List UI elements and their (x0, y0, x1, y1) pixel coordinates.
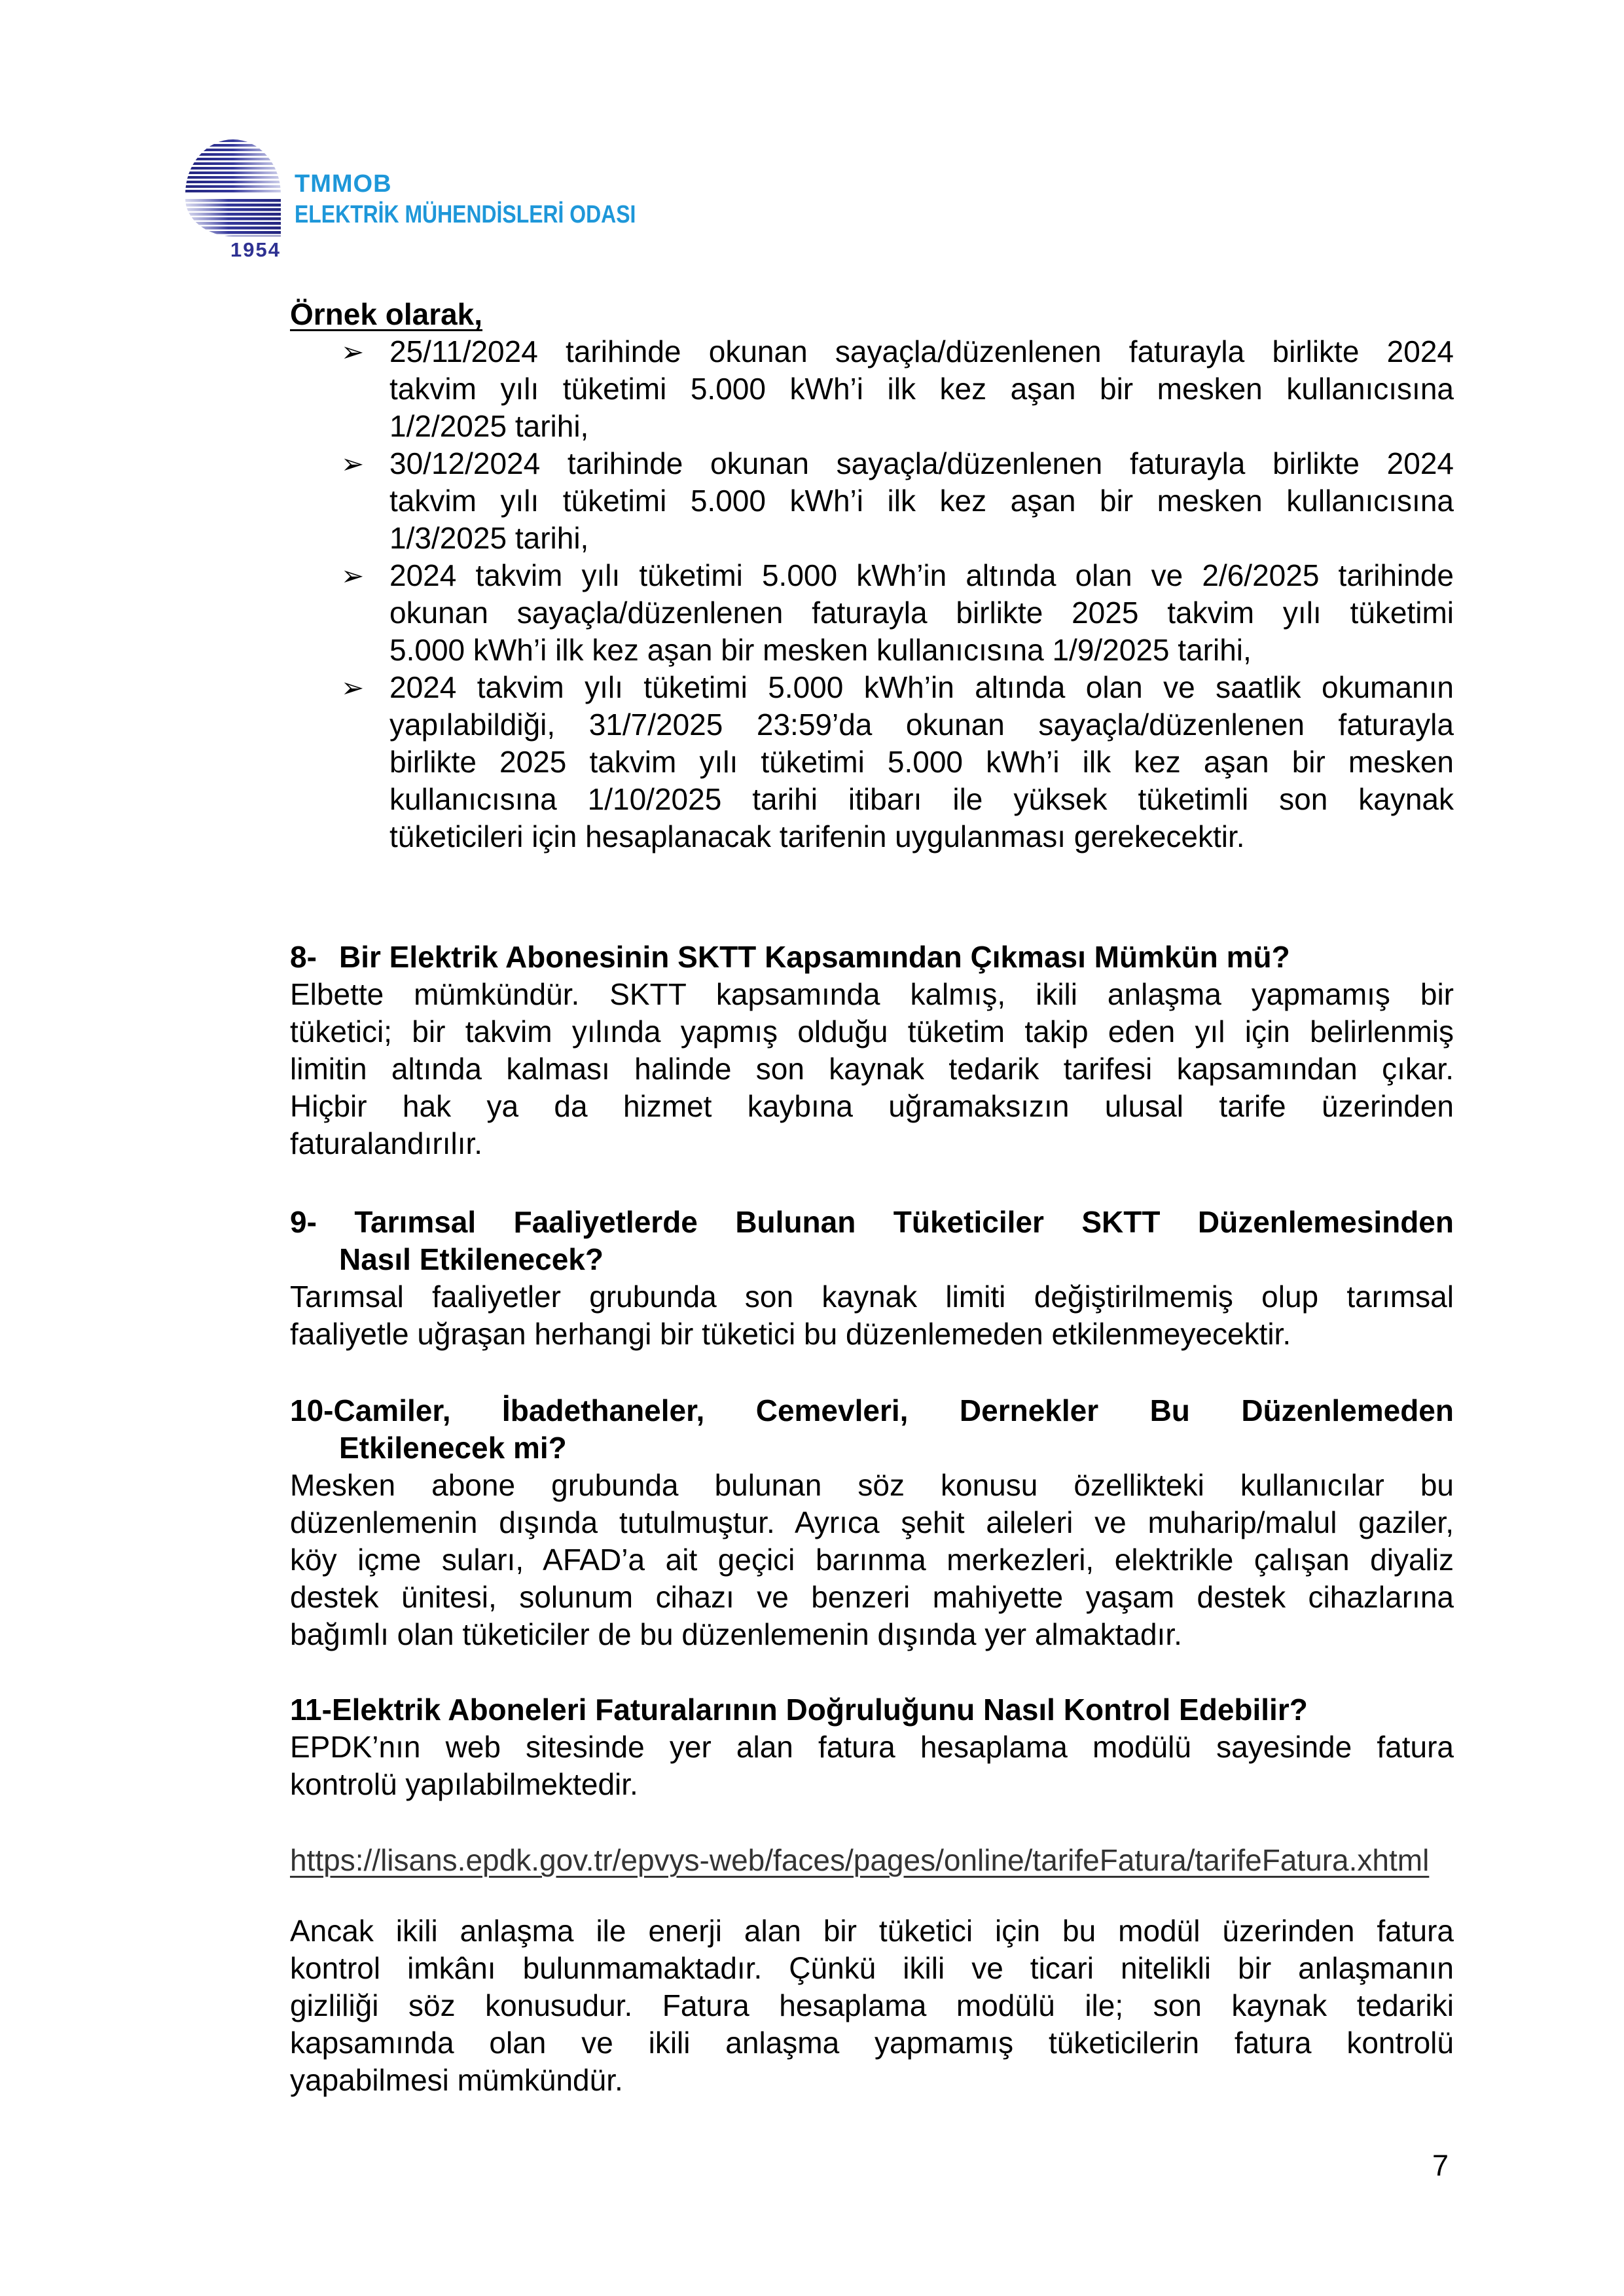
section-11-heading: 11-Elektrik Aboneleri Faturalarının Doğruluğunu Nasıl Kontrol Edebilir? (290, 1693, 1308, 1727)
paragraph-line: okunan sayaçla/düzenlenen faturayla birlikte 2025 takvim yılı tüketimi (389, 596, 1454, 630)
logo-org-subtitle (295, 201, 701, 229)
paragraph-line: faturalandırılır. (290, 1126, 483, 1160)
arrow-bullet-icon: ➢ (341, 336, 365, 367)
paragraph-line: 30/12/2024 tarihinde okunan sayaçla/düzenlenen faturayla birlikte 2024 (389, 446, 1454, 480)
paragraph-line: takvim yılı tüketimi 5.000 kWh’i ilk kez aşan bir mesken kullanıcısına (389, 484, 1454, 518)
paragraph-line: gizliliği söz konusudur. Fatura hesaplama modülü ile; son kaynak tedariki (290, 1988, 1454, 2022)
paragraph-line: Hiçbir hak ya da hizmet kaybına uğramaksızın ulusal tarife üzerinden (290, 1089, 1454, 1123)
paragraph-line: düzenlemenin dışında tutulmuştur. Ayrıca şehit aileleri ve muharip/malul gaziler, (290, 1505, 1454, 1539)
section-11 (290, 1691, 1454, 1803)
paragraph-line: tüketici; bir takvim yılında yapmış olduğu tüketim takip eden yıl için belirlenmiş (290, 1014, 1454, 1049)
paragraph-line: Elbette mümkündür. SKTT kapsamında kalmış, ikili anlaşma yapmamış bir (290, 977, 1454, 1011)
list-item (290, 557, 1454, 669)
paragraph-line: kontrol imkânı bulunmamaktadır. Çünkü ikili ve ticari nitelikli bir anlaşmanın (290, 1951, 1454, 1985)
paragraph-line: Tarımsal faaliyetler grubunda son kaynak limiti değiştirilmemiş olup tarımsal (290, 1280, 1454, 1314)
paragraph-line: limitin altında kalması halinde son kaynak tedarik tarifesi kapsamından çıkar. (290, 1052, 1454, 1086)
paragraph-line: EPDK’nın web sitesinde yer alan fatura hesaplama modülü sayesinde fatura (290, 1730, 1454, 1764)
paragraph-line: yapabilmesi mümkündür. (290, 2063, 623, 2097)
section-10-heading-line2: Etkilenecek mi? (339, 1431, 567, 1465)
fatura-link[interactable]: https://lisans.epdk.gov.tr/epvys-web/faces/pages/online/tarifeFatura/tarifeFatura.xhtml (290, 1843, 1430, 1877)
logo-org-subtitle-text: ELEKTRİK MÜHENDİSLERİ ODASI (295, 201, 636, 228)
section-9 (290, 1204, 1454, 1353)
paragraph-line: 2024 takvim yılı tüketimi 5.000 kWh’in altında olan ve 2/6/2025 tarihinde (389, 558, 1454, 592)
paragraph-line: takvim yılı tüketimi 5.000 kWh’i ilk kez aşan bir mesken kullanıcısına (389, 372, 1454, 406)
globe-logo-icon (185, 139, 281, 236)
paragraph-line: 2024 takvim yılı tüketimi 5.000 kWh’in altında olan ve saatlik okumanın (389, 670, 1454, 704)
section-heading-text: Bir Elektrik Abonesinin SKTT Kapsamından Çıkması Mümkün mü? (339, 940, 1290, 974)
paragraph-line: 1/3/2025 tarihi, (389, 521, 589, 555)
emo-logo (185, 139, 281, 262)
paragraph-line: tüketicileri için hesaplanacak tarifenin uygulanması gerekecektir. (389, 819, 1245, 853)
section-8 (290, 939, 1454, 1162)
arrow-bullet-icon: ➢ (341, 560, 365, 591)
paragraph-line: Mesken abone grubunda bulunan söz konusu özellikteki kullanıcılar bu (290, 1468, 1454, 1502)
section-10-heading: 10-Camiler, İbadethaneler, Cemevleri, Dernekler Bu Düzenlemeden (290, 1393, 1454, 1427)
paragraph-line: köy içme suları, AFAD’a ait geçici barınma merkezleri, elektrikle çalışan diyaliz (290, 1543, 1454, 1577)
link-paragraph (290, 1842, 1454, 1879)
arrow-bullet-icon: ➢ (341, 672, 365, 703)
list-item (290, 445, 1454, 557)
section-9-heading-line2: Nasıl Etkilenecek? (339, 1242, 604, 1276)
paragraph-line: 1/2/2025 tarihi, (389, 409, 589, 443)
paragraph-line: kullanıcısına 1/10/2025 tarihi itibarı ile yüksek tüketimli son kaynak (389, 782, 1454, 816)
paragraph-line: destek ünitesi, solunum cihazı ve benzeri mahiyette yaşam destek cihazlarına (290, 1580, 1454, 1614)
paragraph-line: kapsamında olan ve ikili anlaşma yapmamış tüketicilerin fatura kontrolü (290, 2026, 1454, 2060)
section-9-heading: 9- Tarımsal Faaliyetlerde Bulunan Tüketiciler SKTT Düzenlemesinden (290, 1205, 1454, 1239)
logo-org-name: TMMOB (295, 170, 392, 198)
paragraph-line: bağımlı olan tüketiciler de bu düzenlemenin dışında yer almaktadır. (290, 1617, 1182, 1651)
paragraph-line: 5.000 kWh’i ilk kez aşan bir mesken kullanıcısına 1/9/2025 tarihi, (389, 633, 1252, 667)
example-bullet-list (290, 333, 1454, 855)
paragraph-line: yapılabildiği, 31/7/2025 23:59’da okunan sayaçla/düzenlenen faturayla (389, 708, 1454, 742)
logo-text (295, 170, 701, 229)
paragraph-line: faaliyetle uğraşan herhangi bir tüketici bu düzenlemeden etkilenmeyecektir. (290, 1317, 1291, 1351)
section-10 (290, 1392, 1454, 1653)
paragraph-line: 25/11/2024 tarihinde okunan sayaçla/düzenlenen faturayla birlikte 2024 (389, 334, 1454, 368)
paragraph-line: kontrolü yapılabilmektedir. (290, 1767, 638, 1801)
logo-year: 1954 (230, 238, 281, 261)
arrow-bullet-icon: ➢ (341, 448, 365, 479)
list-item (290, 333, 1454, 445)
paragraph-line: Ancak ikili anlaşma ile enerji alan bir tüketici için bu modül üzerinden fatura (290, 1914, 1454, 1948)
example-heading-text: Örnek olarak, (290, 297, 483, 331)
section-8-heading (290, 939, 1454, 976)
section-number: 8- (290, 940, 317, 974)
example-heading (290, 296, 1454, 333)
paragraph-line: birlikte 2025 takvim yılı tüketimi 5.000 kWh’i ilk kez aşan bir mesken (389, 745, 1454, 779)
closing-paragraph (290, 1912, 1454, 2099)
list-item (290, 669, 1454, 855)
page-number: 7 (1432, 2149, 1449, 2182)
document-content (290, 296, 1454, 2099)
